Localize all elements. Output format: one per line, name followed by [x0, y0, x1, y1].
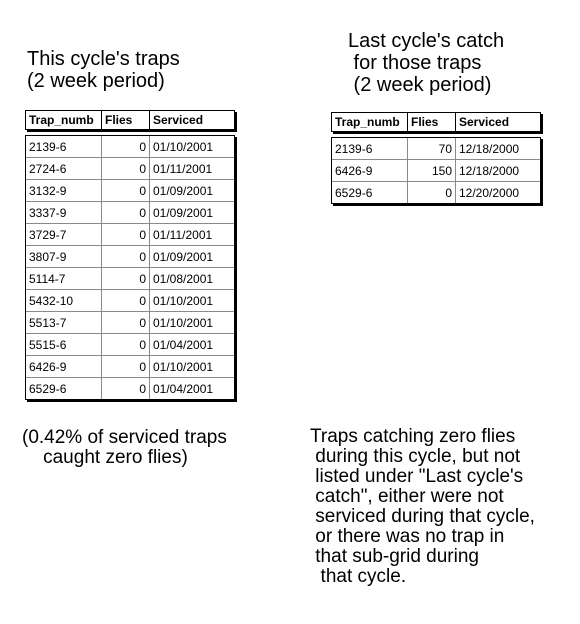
cell-trap-number: 2724-6	[26, 158, 102, 179]
cell-flies: 0	[408, 182, 456, 203]
column-header-serviced: Serviced	[153, 113, 204, 127]
cell-serviced: 12/18/2000	[459, 142, 520, 156]
cell-trap-number: 5515-6	[26, 334, 102, 355]
cell-trap-number: 3337-9	[26, 202, 102, 223]
cell-serviced: 01/09/2001	[153, 184, 214, 198]
table-row	[332, 159, 540, 181]
table-row	[26, 179, 234, 201]
table-row	[26, 289, 234, 311]
cell-trap-number: 5513-7	[26, 312, 102, 333]
cell-trap-number: 6529-6	[26, 378, 102, 399]
heading-line: (2 week period)	[27, 70, 165, 92]
note-line: that sub-grid during	[310, 546, 479, 567]
cell-trap-number: 5114-7	[26, 268, 102, 289]
table-row	[26, 377, 234, 399]
note-line: that cycle.	[310, 566, 407, 587]
cell-trap-number: 6426-9	[26, 356, 102, 377]
table-row	[26, 157, 234, 179]
table-row	[332, 181, 540, 203]
percentage-note	[22, 428, 227, 468]
cell-trap-number: 3132-9	[26, 180, 102, 201]
note-line: or there was no trap in	[310, 526, 505, 547]
cell-trap-number: 3729-7	[26, 224, 102, 245]
cell-flies: 0	[102, 356, 150, 377]
table-row	[26, 245, 234, 267]
cell-serviced: 01/10/2001	[153, 316, 214, 330]
cell-serviced: 01/11/2001	[153, 228, 213, 242]
note-line: during this cycle, but not	[310, 446, 521, 467]
cell-flies: 70	[408, 138, 456, 159]
cell-flies: 0	[102, 268, 150, 289]
cell-flies: 150	[408, 160, 456, 181]
table-body	[25, 135, 235, 400]
cell-flies: 0	[102, 290, 150, 311]
column-header-flies: Flies	[408, 113, 456, 131]
table-row	[26, 201, 234, 223]
cell-serviced: 01/10/2001	[153, 360, 214, 374]
cell-serviced: 12/20/2000	[459, 186, 520, 200]
cell-serviced: 01/09/2001	[153, 250, 214, 264]
column-header-serviced: Serviced	[459, 115, 510, 129]
table-row	[26, 136, 234, 157]
cell-flies: 0	[102, 136, 150, 157]
table-row	[332, 138, 540, 159]
cell-serviced: 01/10/2001	[153, 140, 214, 154]
table-row	[26, 267, 234, 289]
cell-serviced: 01/08/2001	[153, 272, 214, 286]
last-cycle-table	[331, 112, 541, 204]
column-header-flies: Flies	[102, 111, 150, 129]
note-line: listed under "Last cycle's	[310, 466, 524, 487]
table-row	[26, 223, 234, 245]
cell-trap-number: 6529-6	[332, 182, 408, 203]
cell-trap-number: 5432-10	[26, 290, 102, 311]
cell-flies: 0	[102, 158, 150, 179]
cell-serviced: 01/04/2001	[153, 382, 214, 396]
note-line: serviced during that cycle,	[310, 506, 535, 527]
heading-line: Last cycle's catch	[348, 30, 505, 52]
cell-serviced: 01/09/2001	[153, 206, 214, 220]
column-header-trap-number: Trap_numb	[26, 111, 102, 129]
cell-serviced: 12/18/2000	[459, 164, 520, 178]
heading-line: for those traps	[348, 52, 482, 74]
column-header-trap-number: Trap_numb	[332, 113, 408, 131]
heading-line: (2 week period)	[348, 74, 492, 96]
cell-flies: 0	[102, 246, 150, 267]
cell-trap-number: 3807-9	[26, 246, 102, 267]
this-cycle-heading	[27, 48, 180, 92]
table-header	[25, 110, 235, 130]
cell-serviced: 01/04/2001	[153, 338, 214, 352]
table-row	[26, 333, 234, 355]
cell-serviced: 01/11/2001	[153, 162, 213, 176]
cell-flies: 0	[102, 312, 150, 333]
cell-flies: 0	[102, 378, 150, 399]
note-line: catch", either were not	[310, 486, 504, 507]
cell-trap-number: 2139-6	[26, 136, 102, 157]
note-line: Traps catching zero flies	[310, 426, 516, 447]
table-header	[331, 112, 541, 132]
table-body	[331, 137, 541, 204]
cell-flies: 0	[102, 202, 150, 223]
note-line: (0.42% of serviced traps	[22, 427, 227, 448]
cell-flies: 0	[102, 180, 150, 201]
this-cycle-table	[25, 110, 235, 400]
cell-flies: 0	[102, 224, 150, 245]
cell-trap-number: 2139-6	[332, 138, 408, 159]
heading-line: This cycle's traps	[27, 48, 180, 70]
cell-serviced: 01/10/2001	[153, 294, 214, 308]
note-line: caught zero flies)	[22, 447, 188, 468]
table-row	[26, 311, 234, 333]
cell-flies: 0	[102, 334, 150, 355]
cell-trap-number: 6426-9	[332, 160, 408, 181]
table-row	[26, 355, 234, 377]
last-cycle-heading	[348, 30, 504, 96]
explanation-note	[310, 427, 535, 587]
